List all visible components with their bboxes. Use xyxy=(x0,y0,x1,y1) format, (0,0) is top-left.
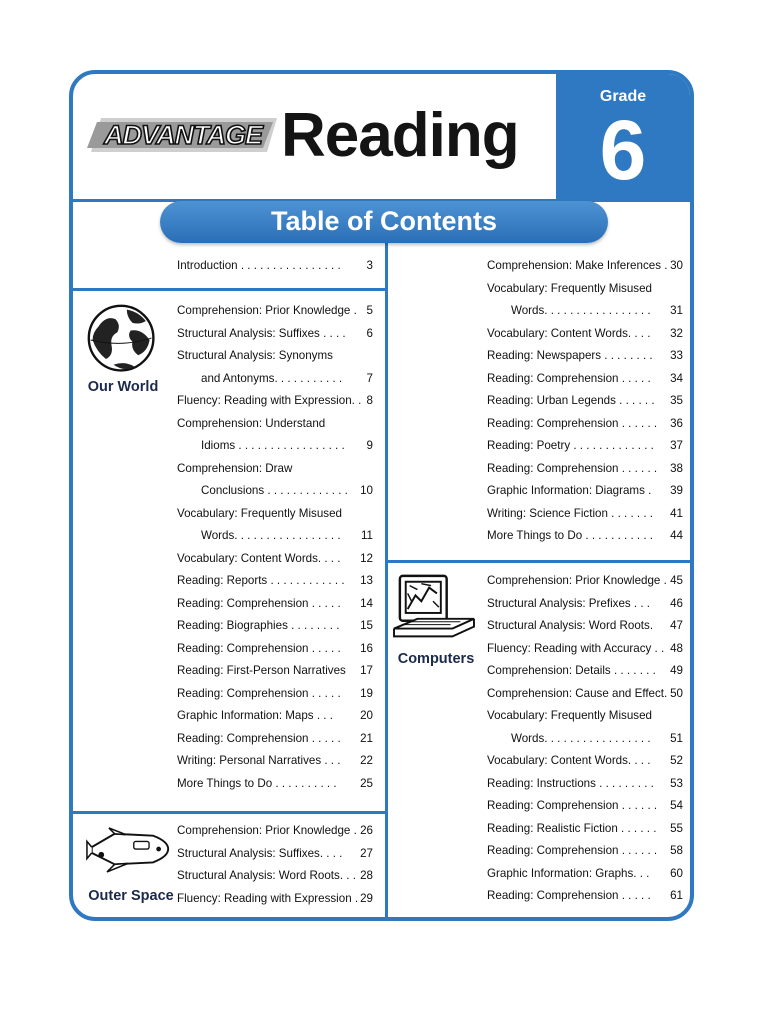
toc-entry xyxy=(487,460,683,478)
toc-entry xyxy=(177,302,373,320)
toc-entry-page: 32 xyxy=(670,326,683,340)
toc-entry-title xyxy=(487,707,652,725)
toc-entry-leader-dots: . . . . . . xyxy=(618,416,658,430)
toc-entry-title-text: Comprehension: Prior Knowledge xyxy=(177,824,351,837)
toc-entry xyxy=(487,415,683,433)
grade-box xyxy=(556,74,690,201)
toc-entry-page: 36 xyxy=(670,416,683,430)
toc-entry xyxy=(177,505,373,523)
toc-entry-title-text: Comprehension: Cause and Effect xyxy=(487,686,665,700)
toc-entry-title xyxy=(177,415,325,433)
toc-entry-title-text: Graphic Information: Diagrams xyxy=(487,484,645,497)
toc-entry-leader-dots: . . . . xyxy=(627,754,651,767)
toc-entry-leader-dots: . . . . . xyxy=(308,731,341,745)
toc-entry-title xyxy=(487,640,664,658)
toc-entry-page: 20 xyxy=(360,709,373,722)
toc-entry xyxy=(177,325,373,343)
toc-entry xyxy=(177,572,373,590)
unit-label-our-world: Our World xyxy=(87,379,159,395)
toc-entry-page: 46 xyxy=(670,596,683,610)
toc-entry-title xyxy=(487,415,657,433)
toc-entry-title-text: Reading: Poetry xyxy=(487,439,571,452)
left-section-divider-1 xyxy=(73,288,386,291)
toc-entry-title-text: Comprehension: Draw xyxy=(177,461,293,475)
toc-entry xyxy=(177,617,373,635)
toc-entry-leader-dots: . . . . xyxy=(319,846,343,860)
toc-entry-title-text: Comprehension: Make Inferences xyxy=(487,259,661,272)
toc-entry-title xyxy=(201,370,342,388)
toc-entry-title-text: Structural Analysis: Synonyms xyxy=(177,349,333,362)
toc-entry-title xyxy=(177,775,337,793)
toc-entry-title xyxy=(177,685,341,703)
toc-entry-leader-dots: . xyxy=(350,304,357,317)
toc-entry-page: 54 xyxy=(670,799,683,812)
toc-entry-title-text: Structural Analysis: Suffixes xyxy=(177,846,320,860)
toc-entry-title xyxy=(177,302,357,320)
grade-label: Grade xyxy=(599,88,647,105)
toc-entry-page: 17 xyxy=(360,664,373,677)
toc-entry-title-text: Conclusions xyxy=(201,484,265,497)
toc-entry-leader-dots: . . . . . . . . xyxy=(287,619,340,632)
toc-entry-page: 58 xyxy=(670,844,683,857)
toc-entry-page: 15 xyxy=(360,619,373,632)
toc-entry-title xyxy=(487,347,653,365)
toc-entry-page: 45 xyxy=(670,574,683,587)
toc-entry-page: 22 xyxy=(360,754,373,767)
toc-entry-page: 12 xyxy=(360,551,373,565)
toc-entry-title-text: Reading: Comprehension xyxy=(487,371,619,385)
toc-entry-title-text: Reading: Comprehension xyxy=(177,686,309,700)
toc-entry xyxy=(177,730,373,748)
toc-entry-leader-dots: . xyxy=(350,824,357,837)
toc-entry-title-text: Comprehension: Prior Knowledge xyxy=(177,304,351,317)
toc-entry-title-text: Reading: Comprehension xyxy=(487,844,619,857)
toc-entry-page: 34 xyxy=(670,371,683,385)
toc-entry-page: 61 xyxy=(670,889,683,902)
toc-entry-title xyxy=(487,437,654,455)
toc-entry-page: 7 xyxy=(366,371,373,385)
toc-entry xyxy=(201,482,373,500)
toc-entry xyxy=(201,437,373,455)
computer-icon xyxy=(391,572,477,650)
toc-entry-title-text: Vocabulary: Frequently Misused xyxy=(177,506,342,520)
page-frame xyxy=(69,70,694,921)
toc-entry-leader-dots: . . . xyxy=(630,596,651,610)
toc-entry xyxy=(487,257,683,275)
toc-entry-title xyxy=(177,347,333,365)
toc-entry-title-text: Reading: Reports xyxy=(177,574,268,587)
toc-entry-title xyxy=(487,595,650,613)
toc-entry-leader-dots: . . . . . . . . . . . . . . . . . xyxy=(544,304,651,317)
toc-entry-title-text: Words xyxy=(511,731,545,745)
toc-entry-page: 49 xyxy=(670,664,683,677)
toc-entry xyxy=(487,527,683,545)
toc-entry-title-text: Reading: Comprehension xyxy=(487,889,619,902)
toc-entry-leader-dots: . . . . . . . . . . . xyxy=(582,529,654,542)
toc-entry-title-text: Vocabulary: Frequently Misused xyxy=(487,281,652,295)
toc-entry-leader-dots: . . . xyxy=(339,869,356,882)
toc-entry xyxy=(487,662,683,680)
advantage-logo xyxy=(87,112,279,158)
toc-entry-title-text: Reading: Comprehension xyxy=(177,731,309,745)
left-section-divider-2 xyxy=(73,811,386,814)
toc-entry xyxy=(201,527,373,545)
toc-entry xyxy=(487,775,683,793)
book-title: Reading xyxy=(281,101,519,170)
toc-entry-page: 6 xyxy=(366,326,373,340)
toc-entry-leader-dots: . . . . . . xyxy=(617,821,657,835)
toc-entry-leader-dots: . . . . . . xyxy=(618,799,658,812)
toc-banner: Table of Contents xyxy=(160,201,608,243)
toc-entry-title xyxy=(487,482,651,500)
toc-entry-title xyxy=(487,865,649,883)
toc-entry-title-text: Reading: Comprehension xyxy=(487,799,619,812)
toc-entry-leader-dots: . . . . . . . xyxy=(610,664,656,677)
toc-entry xyxy=(177,845,373,863)
toc-entry-page: 29 xyxy=(360,891,373,905)
toc-entry xyxy=(487,842,683,860)
toc-entry-title xyxy=(487,392,655,410)
toc-entry-page: 8 xyxy=(366,394,373,407)
toc-entry-page: 10 xyxy=(360,484,373,497)
space-shuttle-icon xyxy=(86,826,172,874)
toc-entry xyxy=(487,572,683,590)
toc-entry-title xyxy=(487,797,657,815)
toc-entry-leader-dots: . . . . . xyxy=(308,596,341,610)
globe-icon xyxy=(85,302,161,378)
toc-entry-title-text: Fluency: Reading with Expression xyxy=(177,891,352,905)
toc-entry-title xyxy=(177,617,339,635)
toc-entry xyxy=(177,662,373,680)
toc-entry-title xyxy=(177,752,340,770)
toc-entry xyxy=(487,617,683,635)
toc-entry-title xyxy=(177,890,358,908)
toc-entry-leader-dots: . . . . . xyxy=(308,641,341,655)
toc-entry-title xyxy=(487,460,657,478)
toc-entry-title xyxy=(201,482,348,500)
grade-number: 6 xyxy=(599,103,647,197)
toc-entry-page: 53 xyxy=(670,776,683,790)
toc-entry-title xyxy=(177,572,345,590)
toc-entry-title xyxy=(487,820,656,838)
toc-entry-title xyxy=(177,505,342,523)
toc-entry xyxy=(177,392,373,410)
toc-entry-leader-dots: . . . . . . . . . . . . xyxy=(267,574,345,587)
toc-entry-page: 47 xyxy=(670,619,683,632)
toc-entry xyxy=(487,865,683,883)
toc-entry xyxy=(177,640,373,658)
toc-entry xyxy=(177,707,373,725)
toc-entry-title-text: Vocabulary: Content Words xyxy=(177,551,318,565)
toc-entry xyxy=(177,257,373,275)
toc-entry-title xyxy=(177,640,341,658)
toc-entry-title-text: Reading: Urban Legends xyxy=(487,394,616,407)
toc-entry-leader-dots: . . xyxy=(651,641,665,655)
toc-entry-page: 30 xyxy=(670,259,683,272)
toc-entry xyxy=(487,707,683,725)
toc-entry xyxy=(177,550,373,568)
toc-entry-title xyxy=(511,302,651,320)
toc-entry-page: 55 xyxy=(670,821,683,835)
toc-entry xyxy=(177,415,373,433)
toc-entry xyxy=(511,302,683,320)
toc-entry-title xyxy=(177,595,341,613)
toc-entry xyxy=(177,890,373,908)
toc-entry-page: 50 xyxy=(670,686,683,700)
toc-entry-title xyxy=(487,325,650,343)
toc-entry-leader-dots: . . xyxy=(351,394,362,407)
toc-entry-page: 28 xyxy=(360,869,373,882)
toc-entry-leader-dots: . . . . . xyxy=(618,371,651,385)
toc-entry-title-text: Reading: Realistic Fiction xyxy=(487,821,618,835)
toc-entry-leader-dots: . xyxy=(660,574,667,587)
toc-entry-title-text: Structural Analysis: Suffixes xyxy=(177,326,320,340)
toc-entry xyxy=(177,752,373,770)
toc-entry xyxy=(487,370,683,388)
toc-entry xyxy=(177,595,373,613)
toc-entry xyxy=(487,392,683,410)
toc-entry-leader-dots: . . . . . . . . . . . . . . . . . xyxy=(544,731,651,745)
toc-entry-page: 25 xyxy=(360,776,373,790)
toc-entry-title xyxy=(487,527,653,545)
toc-entry-leader-dots: . . . . . . . . . . xyxy=(272,776,337,790)
toc-entry-leader-dots: . . . . . . xyxy=(618,844,658,857)
toc-entry-title xyxy=(177,257,341,275)
toc-entry-page: 52 xyxy=(670,754,683,767)
toc-entry-title-text: Reading: First-Person Narratives xyxy=(177,664,346,677)
toc-entry xyxy=(487,685,683,703)
toc-entry-title xyxy=(177,662,346,680)
toc-entry xyxy=(487,797,683,815)
toc-entry xyxy=(487,887,683,905)
toc-entry-leader-dots: . . . . . . . . . . . . . . . . xyxy=(237,259,341,272)
toc-entry-leader-dots: . . . . . . xyxy=(615,394,655,407)
toc-entry-page: 13 xyxy=(360,574,373,587)
toc-entry-page: 41 xyxy=(670,506,683,520)
toc-entry-leader-dots: . . . . xyxy=(319,326,346,340)
toc-entry-title-text: More Things to Do xyxy=(177,776,273,790)
toc-entry-title xyxy=(487,662,656,680)
toc-entry-title-text: Reading: Comprehension xyxy=(177,596,309,610)
toc-entry-title xyxy=(201,527,341,545)
toc-entry-page: 11 xyxy=(360,529,373,542)
toc-entry-page: 14 xyxy=(360,596,373,610)
advantage-logo-text: ADVANTAGE xyxy=(104,120,262,150)
toc-entry xyxy=(177,822,373,840)
toc-entry-title-text: Idioms xyxy=(201,439,236,452)
toc-entry-title xyxy=(487,842,657,860)
toc-entry-leader-dots: . . . . . . . . . . . xyxy=(274,371,343,385)
toc-entry-leader-dots: . . . . xyxy=(317,551,341,565)
toc-entry-leader-dots: . . . . xyxy=(627,326,651,340)
toc-entry-title-text: Comprehension: Details xyxy=(487,664,611,677)
toc-entry-title-text: Comprehension: Understand xyxy=(177,416,326,430)
toc-entry xyxy=(487,325,683,343)
toc-entry-page: 5 xyxy=(366,304,373,317)
toc-entry xyxy=(177,685,373,703)
toc-entry-page: 39 xyxy=(670,484,683,497)
toc-entry-title-text: Graphic Information: Graphs xyxy=(487,866,634,880)
toc-entry-title-text: Vocabulary: Content Words xyxy=(487,326,628,340)
toc-entry xyxy=(201,370,373,388)
toc-entry-leader-dots: . . . . . . . . . xyxy=(595,776,654,790)
toc-entry-leader-dots: . xyxy=(644,484,652,497)
toc-entry-page: 33 xyxy=(670,349,683,362)
toc-entry-title xyxy=(177,550,340,568)
unit-label-outer-space: Outer Space xyxy=(88,888,174,904)
toc-entry-page: 37 xyxy=(670,439,683,452)
toc-entry xyxy=(487,280,683,298)
right-section-divider xyxy=(386,560,694,563)
toc-entry-title-text: Writing: Science Fiction xyxy=(487,506,608,520)
toc-entry-title xyxy=(487,572,667,590)
toc-entry-leader-dots: . . . . . xyxy=(308,686,341,700)
toc-entry-title xyxy=(201,437,345,455)
toc-entry xyxy=(487,437,683,455)
toc-entry-title xyxy=(487,505,653,523)
toc-entry-title-text: More Things to Do xyxy=(487,529,583,542)
toc-entry-page: 21 xyxy=(360,731,373,745)
toc-entry-title-text: Fluency: Reading with Expression xyxy=(177,394,352,407)
toc-entry-title xyxy=(487,887,651,905)
toc-entry-leader-dots: . xyxy=(664,686,668,700)
toc-entry-title xyxy=(487,257,667,275)
toc-entry-title xyxy=(177,707,333,725)
toc-entry-page: 44 xyxy=(670,529,683,542)
toc-entry-page: 3 xyxy=(366,259,373,272)
toc-entry-title-text: Structural Analysis: Word Roots xyxy=(177,869,340,882)
toc-entry-title xyxy=(511,730,651,748)
toc-entry xyxy=(177,460,373,478)
toc-entry-title-text: Introduction xyxy=(177,259,238,272)
toc-entry-title-text: Reading: Biographies xyxy=(177,619,288,632)
toc-entry xyxy=(487,482,683,500)
toc-entry-leader-dots: . . . . . . . xyxy=(607,506,654,520)
toc-entry-title-text: Reading: Newspapers xyxy=(487,349,602,362)
toc-entry-leader-dots: . . . xyxy=(313,709,333,722)
toc-entry-title-text: Structural Analysis: Prefixes xyxy=(487,596,631,610)
toc-entry-title-text: and Antonyms xyxy=(201,371,275,385)
toc-entry-leader-dots: . . . . . xyxy=(618,889,651,902)
toc-entry xyxy=(487,347,683,365)
toc-entry-title-text: Graphic Information: Maps xyxy=(177,709,314,722)
toc-entry-title-text: Words xyxy=(511,304,545,317)
toc-entry-leader-dots: . xyxy=(351,891,359,905)
toc-entry-title xyxy=(177,392,361,410)
toc-entry-title-text: Writing: Personal Narratives xyxy=(177,754,322,767)
toc-entry-page: 9 xyxy=(366,439,373,452)
toc-entry-leader-dots: . . . . . . . . . . . . . xyxy=(264,484,348,497)
column-divider xyxy=(385,242,388,921)
toc-entry-title-text: Reading: Instructions xyxy=(487,776,596,790)
toc-entry-title-text: Vocabulary: Frequently Misused xyxy=(487,709,652,722)
toc-entry xyxy=(487,595,683,613)
toc-entry-title xyxy=(487,752,650,770)
toc-entry-page: 60 xyxy=(670,866,683,880)
toc-entry-leader-dots: . xyxy=(649,619,654,632)
toc-entry xyxy=(511,730,683,748)
toc-entry-leader-dots: . . . xyxy=(633,866,650,880)
toc-entry-title xyxy=(177,867,356,885)
toc-entry-page: 19 xyxy=(360,686,373,700)
toc-entry-page: 27 xyxy=(360,846,373,860)
toc-entry xyxy=(177,347,373,365)
toc-entry-title xyxy=(177,325,346,343)
toc-entry-title xyxy=(487,685,667,703)
toc-entry-leader-dots: . . . xyxy=(321,754,341,767)
toc-entry-title xyxy=(177,730,341,748)
toc-entry xyxy=(487,640,683,658)
toc-entry-title-text: Words xyxy=(201,529,235,542)
toc-entry-title xyxy=(177,845,342,863)
toc-entry-title xyxy=(487,370,651,388)
toc-entry-leader-dots: . . . . . . . . . . . . . . . . . xyxy=(235,439,345,452)
unit-label-computers: Computers xyxy=(397,651,475,667)
toc-entry xyxy=(487,820,683,838)
toc-entry-leader-dots: . xyxy=(661,259,668,272)
toc-entry-leader-dots: . . . . . . . . xyxy=(601,349,653,362)
toc-entry-page: 31 xyxy=(670,304,683,317)
toc-entry-title-text: Comprehension: Prior Knowledge xyxy=(487,574,661,587)
toc-entry-leader-dots: . . . . . . xyxy=(618,461,658,475)
toc-entry-title-text: Structural Analysis: Word Roots xyxy=(487,619,650,632)
toc-entry-leader-dots: . . . . . . . . . . . . . . . . . xyxy=(234,529,341,542)
toc-entry-title-text: Reading: Comprehension xyxy=(487,461,619,475)
toc-entry-title xyxy=(487,775,654,793)
toc-entry-leader-dots: . . . . . . . . . . . . . xyxy=(570,439,654,452)
toc-entry-title-text: Reading: Comprehension xyxy=(487,416,619,430)
toc-entry-page: 48 xyxy=(670,641,683,655)
toc-entry-title xyxy=(487,617,653,635)
toc-entry-title-text: Reading: Comprehension xyxy=(177,641,309,655)
toc-entry xyxy=(177,867,373,885)
toc-entry-page: 35 xyxy=(670,394,683,407)
toc-entry-title xyxy=(177,460,292,478)
toc-entry-title xyxy=(177,822,357,840)
toc-entry-title-text: Vocabulary: Content Words xyxy=(487,754,628,767)
toc-entry-title-text: Fluency: Reading with Accuracy xyxy=(487,641,652,655)
toc-entry xyxy=(487,752,683,770)
toc-entry-title xyxy=(487,280,652,298)
toc-entry-page: 51 xyxy=(670,731,683,745)
toc-entry xyxy=(177,775,373,793)
toc-entry-page: 38 xyxy=(670,461,683,475)
toc-entry-page: 26 xyxy=(360,824,373,837)
toc-entry xyxy=(487,505,683,523)
toc-entry-page: 16 xyxy=(360,641,373,655)
